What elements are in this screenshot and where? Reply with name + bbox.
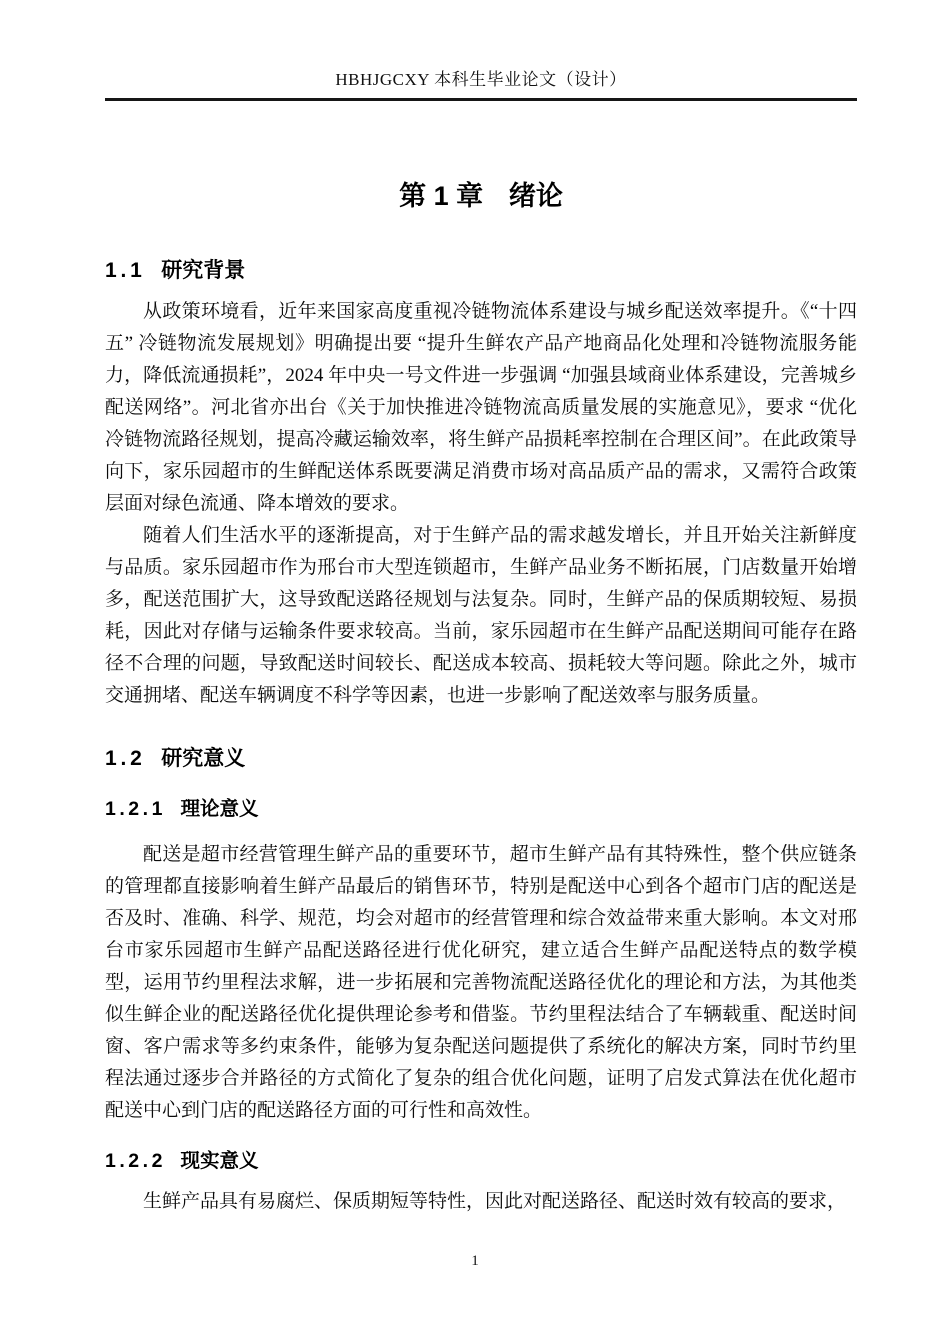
subsection-1-2-2-heading bbox=[105, 1150, 857, 1173]
paragraph-practical-significance: 生鲜产品具有易腐烂、保质期短等特性，因此对配送路径、配送时效有较高的要求， bbox=[143, 1191, 847, 1212]
subsection-1-2-2-title: 现实意义 bbox=[180, 1150, 259, 1172]
subsection-1-2-2-number: 1.2.2 bbox=[105, 1150, 166, 1172]
section-1-1-heading bbox=[105, 258, 857, 284]
chapter-title-text: 绪论 bbox=[508, 181, 563, 211]
page-number: 1 bbox=[471, 1253, 479, 1269]
paragraph-research-background-1: 从政策环境看，近年来国家高度重视冷链物流体系建设与城乡配送效率提升。《“十四五” 冷链物流发展规划》明确提出要 “提升生鲜农产品产地商品化处理和冷链物流服务能力，降低流通损耗”，2024 年中央一号文件进一步强调 “加强县域商业体系建设，完善城乡配送网络”。河北省亦出台《关于加快推进冷链物流高质量发展的实施意见》，要求 “优化冷链物流路径规划，提高冷藏运输效率，将生鲜产品损耗率控制在合理区间”。在此政策导向下，家乐园超市的生鲜配送体系既要满足消费市场对高品质产品的需求，又需符合政策层面对绿色流通、降本增效的要求。 bbox=[105, 301, 857, 514]
running-header bbox=[105, 0, 857, 101]
section-1-2-heading bbox=[105, 746, 857, 772]
section-1-1-number: 1.1 bbox=[105, 259, 146, 282]
subsection-1-2-1-number: 1.2.1 bbox=[105, 798, 166, 820]
section-1-2-number: 1.2 bbox=[105, 747, 146, 770]
paragraph-theoretical-significance: 配送是超市经营管理生鲜产品的重要环节，超市生鲜产品有其特殊性，整个供应链条的管理都直接影响着生鲜产品最后的销售环节，特别是配送中心到各个超市门店的配送是否及时、准确、科学、规范，均会对超市的经营管理和综合效益带来重大影响。本文对邢台市家乐园超市生鲜产品配送路径进行优化研究，建立适合生鲜产品配送特点的数学模型，运用节约里程法求解，进一步拓展和完善物流配送路径优化的理论和方法，为其他类似生鲜企业的配送路径优化提供理论参考和借鉴。节约里程法结合了车辆载重、配送时间窗、客户需求等多约束条件，能够为复杂配送问题提供了系统化的解决方案，同时节约里程法通过逐步合并路径的方式简化了复杂的组合优化问题，证明了启发式算法在优化超市配送中心到门店的配送路径方面的可行性和高效性。 bbox=[105, 844, 857, 1121]
paragraph-research-background-2: 随着人们生活水平的逐渐提高，对于生鲜产品的需求越发增长，并且开始关注新鲜度与品质。家乐园超市作为邢台市大型连锁超市，生鲜产品业务不断拓展，门店数量开始增多，配送范围扩大，这导致配送路径规划与法复杂。同时，生鲜产品的保质期较短、易损耗，因此对存储与运输条件要求较高。当前，家乐园超市在生鲜产品配送期间可能存在路径不合理的问题，导致配送时间较长、配送成本较高、损耗较大等问题。除此之外，城市交通拥堵、配送车辆调度不科学等因素，也进一步影响了配送效率与服务质量。 bbox=[105, 525, 857, 706]
section-1-2-title: 研究意义 bbox=[161, 747, 246, 770]
subsection-1-2-1-title: 理论意义 bbox=[180, 798, 259, 820]
chapter-number: 第 1 章 bbox=[399, 181, 484, 211]
page-content bbox=[105, 0, 857, 1218]
subsection-1-2-1-heading bbox=[105, 798, 857, 821]
running-header-title: HBHJGCXY 本科生毕业论文（设计） bbox=[335, 70, 627, 89]
chapter-title bbox=[105, 176, 857, 216]
section-1-1-title: 研究背景 bbox=[161, 259, 246, 282]
